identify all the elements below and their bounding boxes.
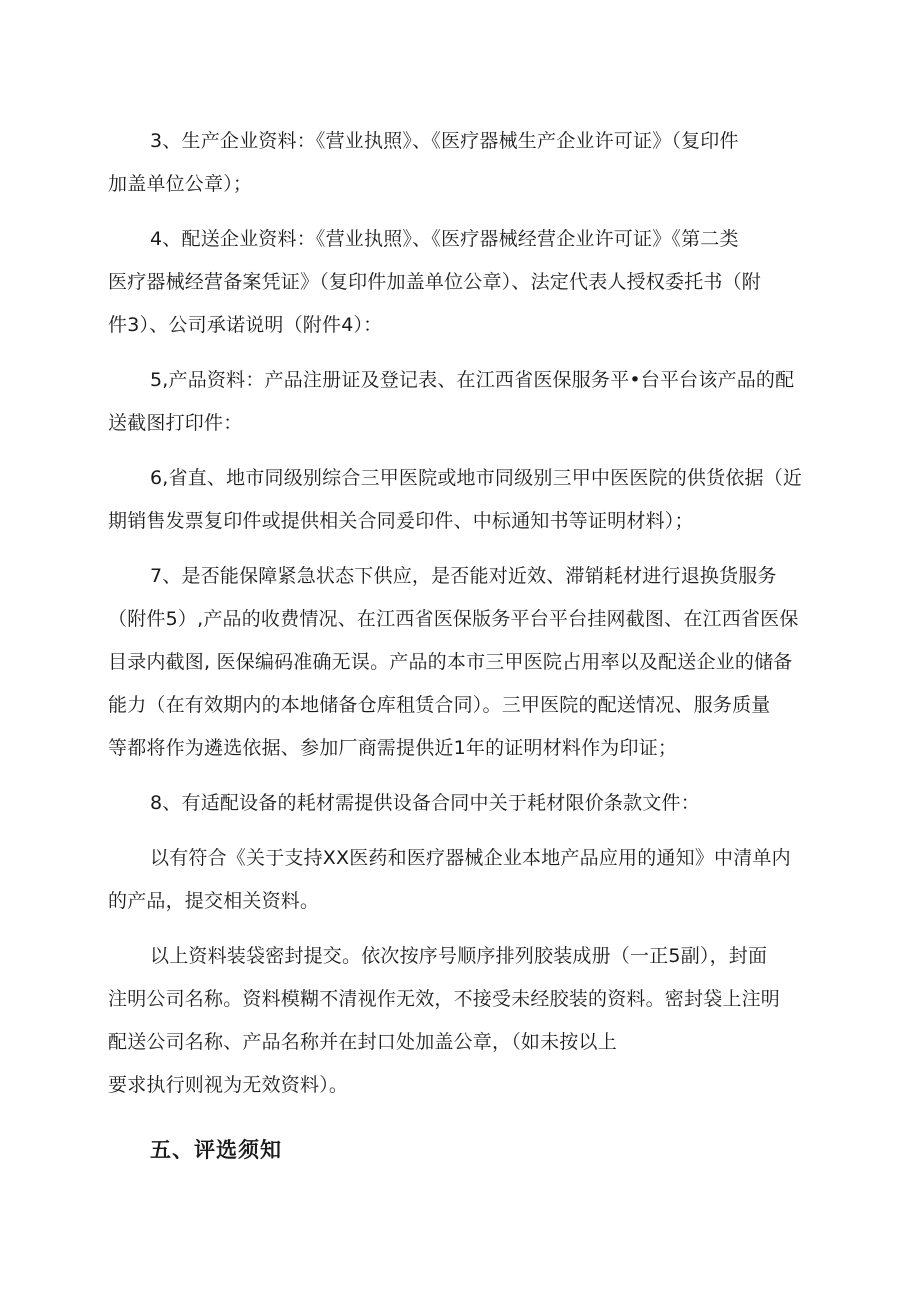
paragraph-line: 以有符合《关于支持XX医药和医疗器械企业本地产品应用的通知》中清单内 <box>150 847 791 869</box>
paragraph-line: 能力（在有效期内的本地储备仓库租赁合同）。三甲医院的配送情况、服务质量 <box>108 694 771 716</box>
paragraph-item-3 <box>108 120 813 206</box>
paragraph-item-4 <box>108 218 813 347</box>
paragraph-line: 件3）、公司承诺说明（附件4）： <box>108 314 383 336</box>
paragraph-item-6 <box>108 457 813 543</box>
paragraph-line: 加盖单位公章）； <box>108 173 253 195</box>
paragraph-line: 等都将作为遴选依据、参加厂商需提供近1年的证明材料作为印证； <box>108 737 678 759</box>
paragraph-line: 要求执行则视为无效资料）。 <box>108 1074 349 1096</box>
paragraph-submission-rules <box>108 935 813 1107</box>
paragraph-line: 配送公司名称、产品名称并在封口处加盖公章，（如未按以上 <box>108 1031 617 1053</box>
paragraph-local-products <box>108 837 813 923</box>
paragraph-line: 3、生产企业资料：《营业执照》、《医疗器械生产企业许可证》（复印件 <box>150 130 739 152</box>
paragraph-line: 送截图打印件： <box>108 412 243 434</box>
paragraph-line: 注明公司名称。资料模糊不清视作无效，不接受未经胶装的资料。密封袋上注明 <box>108 988 781 1010</box>
paragraph-line: 医疗器械经营备案凭证》（复印件加盖单位公章）、法定代表人授权委托书（附 <box>108 271 762 293</box>
paragraph-line: 目录内截图, 医保编码准确无误。产品的本市三甲医院占用率以及配送企业的储备 <box>108 651 793 673</box>
section-heading: 五、评选须知 <box>150 1138 282 1162</box>
document-body <box>108 120 813 1172</box>
paragraph-line: 以上资料装袋密封提交。依次按序号顺序排列胶装成册（一正5副），封面 <box>150 945 768 967</box>
paragraph-line: 7、是否能保障紧急状态下供应，是否能对近效、滞销耗材进行退换货服务 <box>150 565 777 587</box>
paragraph-item-7 <box>108 555 813 770</box>
paragraph-line: 的产品，提交相关资料。 <box>108 890 320 912</box>
paragraph-line: 6,省直、地市同级别综合三甲医院或地市同级别三甲中医医院的供货依据（近 <box>150 467 803 489</box>
paragraph-item-5 <box>108 359 813 445</box>
paragraph-item-8 <box>108 782 813 825</box>
paragraph-line: 8、有适配设备的耗材需提供设备合同中关于耗材限价条款文件： <box>150 792 700 814</box>
paragraph-line: 5,产品资料：产品注册证及登记表、在江西省医保服务平•台平台该产品的配 <box>150 369 795 391</box>
paragraph-line: 4、配送企业资料：《营业执照》、《医疗器械经营企业许可证》《第二类 <box>150 228 739 250</box>
paragraph-line: （附件5）,产品的收费情况、在江西省医保版务平台平台挂网截图、在江西省医保 <box>108 608 799 630</box>
paragraph-line: 期销售发票复印件或提供相关合同爰印件、中标通知书等证明材料）； <box>108 510 694 532</box>
